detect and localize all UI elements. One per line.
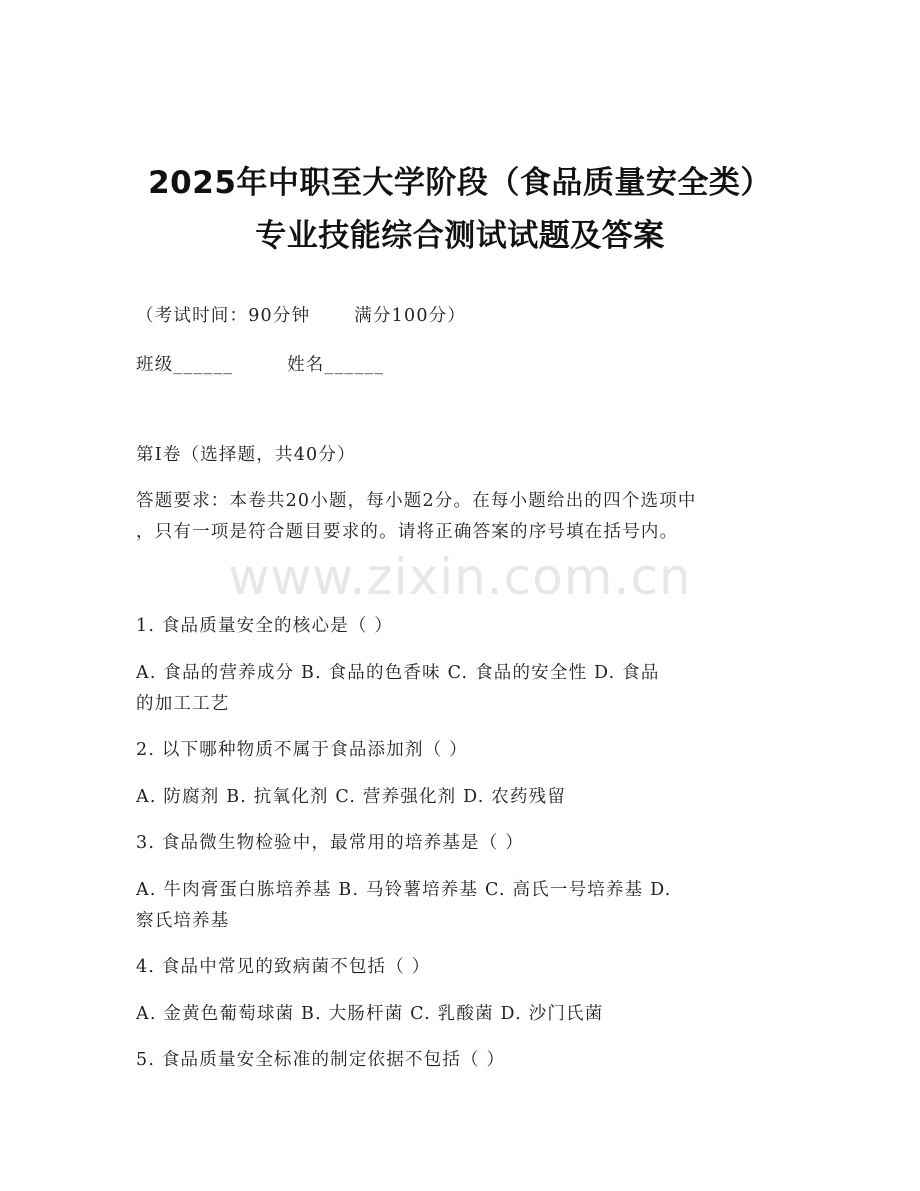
- watermark: www.zixin.com.cn: [228, 548, 692, 606]
- instructions-line-2: ，只有一项是符合题目要求的。请将正确答案的序号填在括号内。: [136, 522, 679, 542]
- question-4-stem: 4. 食品中常见的致病菌不包括（ ）: [136, 957, 431, 977]
- student-info-row: [136, 351, 384, 376]
- question-1-stem: 1. 食品质量安全的核心是（ ）: [136, 616, 394, 636]
- question-1-options-cont: 的加工工艺: [136, 694, 230, 714]
- instructions-line-1: 答题要求：本卷共20小题，每小题2分。在每小题给出的四个选项中: [136, 491, 697, 511]
- question-1-options: A. 食品的营养成分 B. 食品的色香味 C. 食品的安全性 D. 食品: [136, 663, 660, 683]
- exam-full-score: 满分100分）: [354, 306, 467, 326]
- question-3-stem: 3. 食品微生物检验中，最常用的培养基是（ ）: [136, 833, 524, 853]
- exam-info-row: [136, 302, 466, 327]
- document-title-line-2: 专业技能综合测试试题及答案: [255, 218, 665, 254]
- question-5-stem: 5. 食品质量安全标准的制定依据不包括（ ）: [136, 1050, 506, 1070]
- question-3-options-cont: 察氏培养基: [136, 911, 230, 931]
- question-2-stem: 2. 以下哪种物质不属于食品添加剂（ ）: [136, 740, 468, 760]
- document-title-line-1: 2025年中职至大学阶段（食品质量安全类）: [148, 165, 772, 201]
- section-heading: 第I卷（选择题，共40分）: [136, 445, 356, 465]
- question-3-options: A. 牛肉膏蛋白胨培养基 B. 马铃薯培养基 C. 高氏一号培养基 D.: [136, 880, 672, 900]
- exam-time: （考试时间：90分钟: [136, 306, 311, 326]
- class-field-label: 班级______: [136, 355, 234, 375]
- name-field-label: 姓名______: [287, 355, 385, 375]
- question-4-options: A. 金黄色葡萄球菌 B. 大肠杆菌 C. 乳酸菌 D. 沙门氏菌: [136, 1004, 604, 1024]
- question-2-options: A. 防腐剂 B. 抗氧化剂 C. 营养强化剂 D. 农药残留: [136, 787, 567, 807]
